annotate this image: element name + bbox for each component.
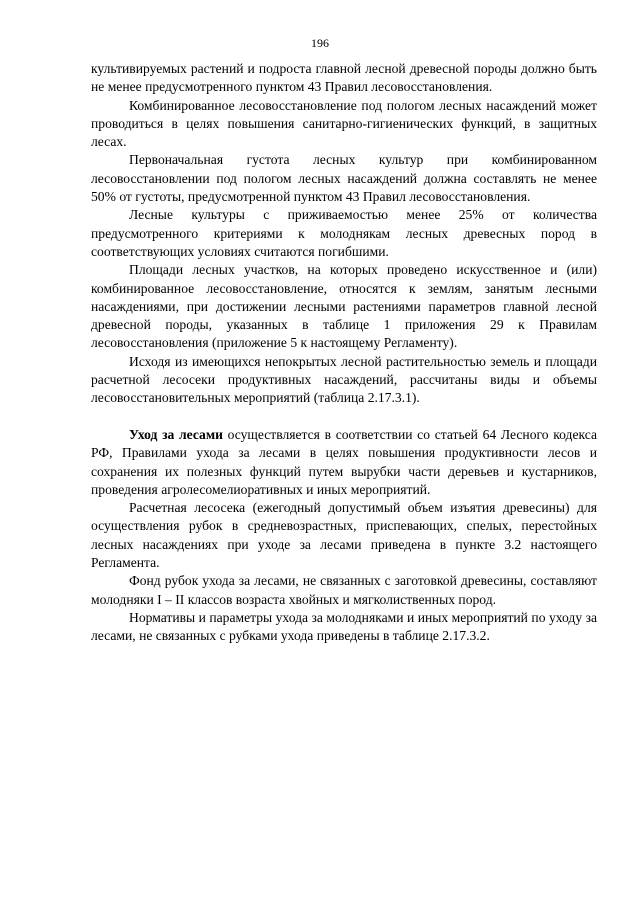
paragraph-survival-rate: Лесные культуры с приживаемостью менее 25% от количества предусмотренного критериями к молоднякам лесных древесных пород в соответствующих условиях считаются погибшими. (91, 207, 597, 259)
paragraph-land-areas: Площади лесных участков, на которых проведено искусственное и (или) комбинированное лесовосстановление, относятся к землям, занятым лесными насаждениями, при достижении лесными растениями параметров главной лесной древесной породы, указанных в таблице 1 приложения 29 к Правилам лесовосстановления (приложение 5 к настоящему Регламенту). (91, 262, 597, 351)
document-body (91, 60, 597, 646)
paragraph-care-fund: Фонд рубок ухода за лесами, не связанных с заготовкой древесины, составляют молодняки I – II классов возраста хвойных и мягколиственных пород. (91, 573, 597, 607)
paragraph-norms: Нормативы и параметры ухода за молодняками и иных мероприятий по уходу за лесами, не связанных с рубками ухода приведены в таблице 2.17.3.2. (91, 609, 597, 644)
forest-care-text: осуществляется в соответствии со статьей 64 Лесного кодекса РФ, Правилами ухода за лесами в целях повышения продуктивности лесов и сохранения их полезных функций путем вырубки части деревьев и кустарников, проведения агролесомелиоративных и иных мероприятий. (91, 426, 597, 497)
paragraph-continuation: культивируемых растений и подроста главной лесной древесной породы должно быть не менее предусмотренного пунктом 43 Правил лесовосстановления. (91, 61, 597, 95)
page-number: 196 (311, 36, 329, 50)
paragraph-initial-density: Первоначальная густота лесных культур при комбинированном лесовосстановлении под пологом лесных насаждений должна составлять не менее 50% от густоты, предусмотренной пунктом 43 Правил лесовосстановления. (91, 152, 597, 205)
paragraph-cutting-area: Расчетная лесосека (ежегодный допустимый объем изъятия древесины) для осуществления рубок в средневозрастных, приспевающих, спелых, перестойных лесных насаждениях при уходе за лесами приведена в пункте 3.2 настоящего Регламента. (91, 500, 597, 571)
paragraph-forest-care (91, 426, 597, 499)
section-heading-forest-care: Уход за лесами (129, 426, 223, 442)
paragraph-reforestation-volumes: Исходя из имеющихся непокрытых лесной растительностью земель и площади расчетной лесосеки продуктивных насаждений, рассчитаны виды и объемы лесовосстановительных мероприятий (таблица 2.17.3.1). (91, 353, 597, 406)
paragraph-combined-reforestation: Комбинированное лесовосстановление под пологом лесных насаждений может проводиться в целях повышения санитарно-гигиенических функций, в защитных лесах. (91, 97, 597, 150)
